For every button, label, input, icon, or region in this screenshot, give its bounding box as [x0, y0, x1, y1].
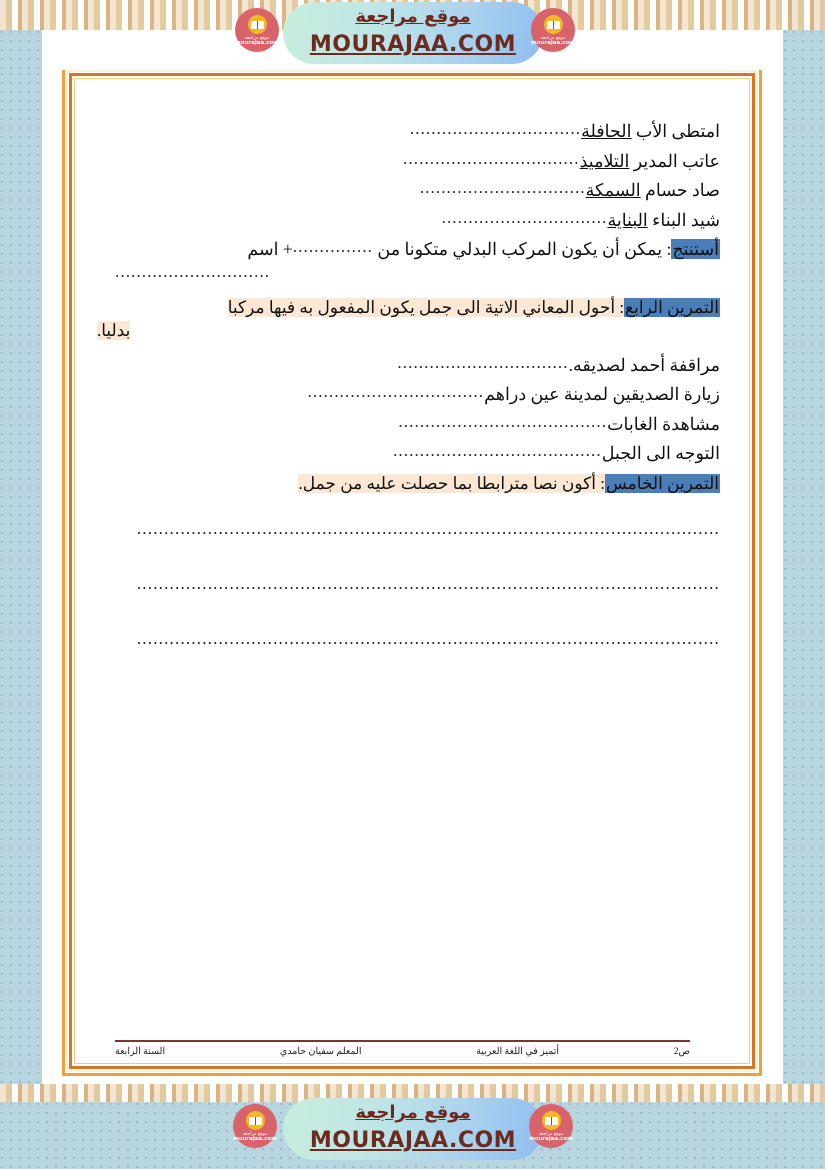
fill-in-dots[interactable]: ...............................	[441, 208, 608, 226]
exercise-four-item	[95, 442, 720, 463]
fill-in-dots[interactable]: .................................	[403, 149, 580, 167]
open-book-icon	[542, 1111, 561, 1130]
exercise-four-band	[228, 298, 720, 317]
exercise-five-band	[298, 474, 720, 493]
item-text: مراقفة أحمد لصديقه.	[568, 354, 720, 375]
spacer	[95, 592, 720, 630]
spacer	[95, 498, 720, 520]
mourajaa-logo-left-icon	[233, 1104, 277, 1148]
exercise-five-prompt: أكون نصا مترابطا بما حصلت عليه من جمل.	[298, 473, 601, 493]
sentence-prefix: صاد حسام	[640, 180, 720, 200]
sentence-row	[95, 150, 720, 171]
exercise-four-item	[95, 413, 720, 434]
logo-arabic-label: موقع مراجعة	[244, 35, 270, 41]
banner-site-url[interactable]: MOURAJAA.COM	[309, 32, 517, 57]
fill-in-dots[interactable]: .......................................	[393, 442, 602, 459]
top-site-banner	[0, 0, 825, 70]
answer-line[interactable]: ...........................................................................................................	[136, 519, 720, 537]
open-book-icon	[248, 15, 267, 34]
fill-in-dots[interactable]: .......................................	[398, 412, 608, 430]
conclusion-text-after: + اسم	[247, 239, 293, 259]
footer-page-number: ص2	[673, 1047, 690, 1057]
logo-url-label: mourajaa.com	[234, 39, 280, 46]
sentence-row	[95, 209, 720, 230]
page-footer	[115, 1040, 690, 1057]
sentence-row	[95, 120, 720, 141]
sentence-prefix: شيد البناء	[647, 209, 720, 230]
sentence-underlined-word: البناية	[607, 209, 648, 230]
fill-in-dots[interactable]: ...............................	[419, 179, 586, 196]
logo-arabic-label: موقع مراجعة	[538, 1131, 564, 1137]
conclusion-row	[95, 238, 720, 259]
open-book-icon	[246, 1111, 265, 1130]
item-text: زيارة الصديقين لمدينة عين دراهم	[484, 384, 720, 404]
exercise-four-label: التمرين الرابع	[625, 298, 719, 317]
sentence-underlined-word: السمكة	[585, 180, 641, 200]
exercise-five-header	[95, 473, 720, 494]
exercise-four-prompt: أحول المعاني الاتية الى جمل يكون المفعول به فيها مركبا	[227, 298, 620, 317]
footer-teacher: المعلم سفيان حامدي	[279, 1047, 362, 1057]
banner-arabic-title: موقع مراجعة	[355, 6, 471, 27]
exercise-five-label: التمرين الخامس	[606, 473, 719, 493]
fill-in-dots[interactable]: ................................	[409, 120, 582, 137]
footer-row	[115, 1046, 690, 1057]
exercise-four-colon: :	[619, 298, 625, 317]
open-book-icon	[544, 15, 563, 34]
sentence-prefix: امتطى الأب	[631, 121, 720, 141]
conclusion-trailing-dots[interactable]: .............................	[115, 262, 271, 280]
conclusion-blank-dots[interactable]: ...............	[292, 238, 374, 255]
logo-url-label: mourajaa.com	[232, 1135, 278, 1142]
conclusion-continuation-row	[95, 263, 720, 284]
item-text: مشاهدة الغابات	[607, 413, 720, 434]
exercise-four-item	[95, 354, 720, 375]
logo-url-label: mourajaa.com	[530, 39, 576, 46]
mourajaa-logo-left-icon	[235, 8, 279, 52]
conclusion-text: يمكن أن يكون المركب البدلي متكونا من	[373, 239, 667, 259]
footer-grade: السنة الرابعة	[115, 1047, 166, 1057]
logo-arabic-label: موقع مراجعة	[540, 35, 566, 41]
bottom-site-banner	[0, 1084, 825, 1169]
footer-subject: أتميز في اللغة العربية	[476, 1047, 559, 1057]
banner-side-fill-right	[783, 30, 825, 70]
fill-in-dots[interactable]: .................................	[307, 383, 485, 400]
worksheet-content	[95, 120, 720, 647]
logo-arabic-label: موقع مراجعة	[242, 1131, 268, 1137]
spacer	[95, 537, 720, 575]
sentence-underlined-word: التلاميذ	[579, 150, 630, 171]
exercise-four-prompt-line2: بدليا.	[97, 321, 131, 341]
banner-arabic-title: موقع مراجعة	[355, 1102, 471, 1123]
banner-side-fill-left	[0, 30, 42, 70]
exercise-four-header	[95, 297, 720, 342]
banner-site-url[interactable]: MOURAJAA.COM	[309, 1128, 517, 1153]
conclusion-colon: :	[666, 239, 672, 259]
answer-line[interactable]: ...........................................................................................................	[136, 574, 720, 592]
exercise-four-item	[95, 383, 720, 404]
exercise-five-colon: :	[600, 473, 605, 493]
fill-in-dots[interactable]: ................................	[397, 353, 569, 371]
footer-divider	[115, 1040, 690, 1042]
sentence-row	[95, 179, 720, 200]
item-text: التوجه الى الجبل	[601, 443, 720, 463]
sentence-prefix: عاتب المدير	[629, 150, 720, 171]
answer-line[interactable]: ...........................................................................................................	[136, 629, 720, 647]
conclusion-label: أستنتج	[672, 239, 719, 259]
logo-url-label: mourajaa.com	[528, 1135, 574, 1142]
sentence-underlined-word: الحافلة	[581, 121, 632, 141]
